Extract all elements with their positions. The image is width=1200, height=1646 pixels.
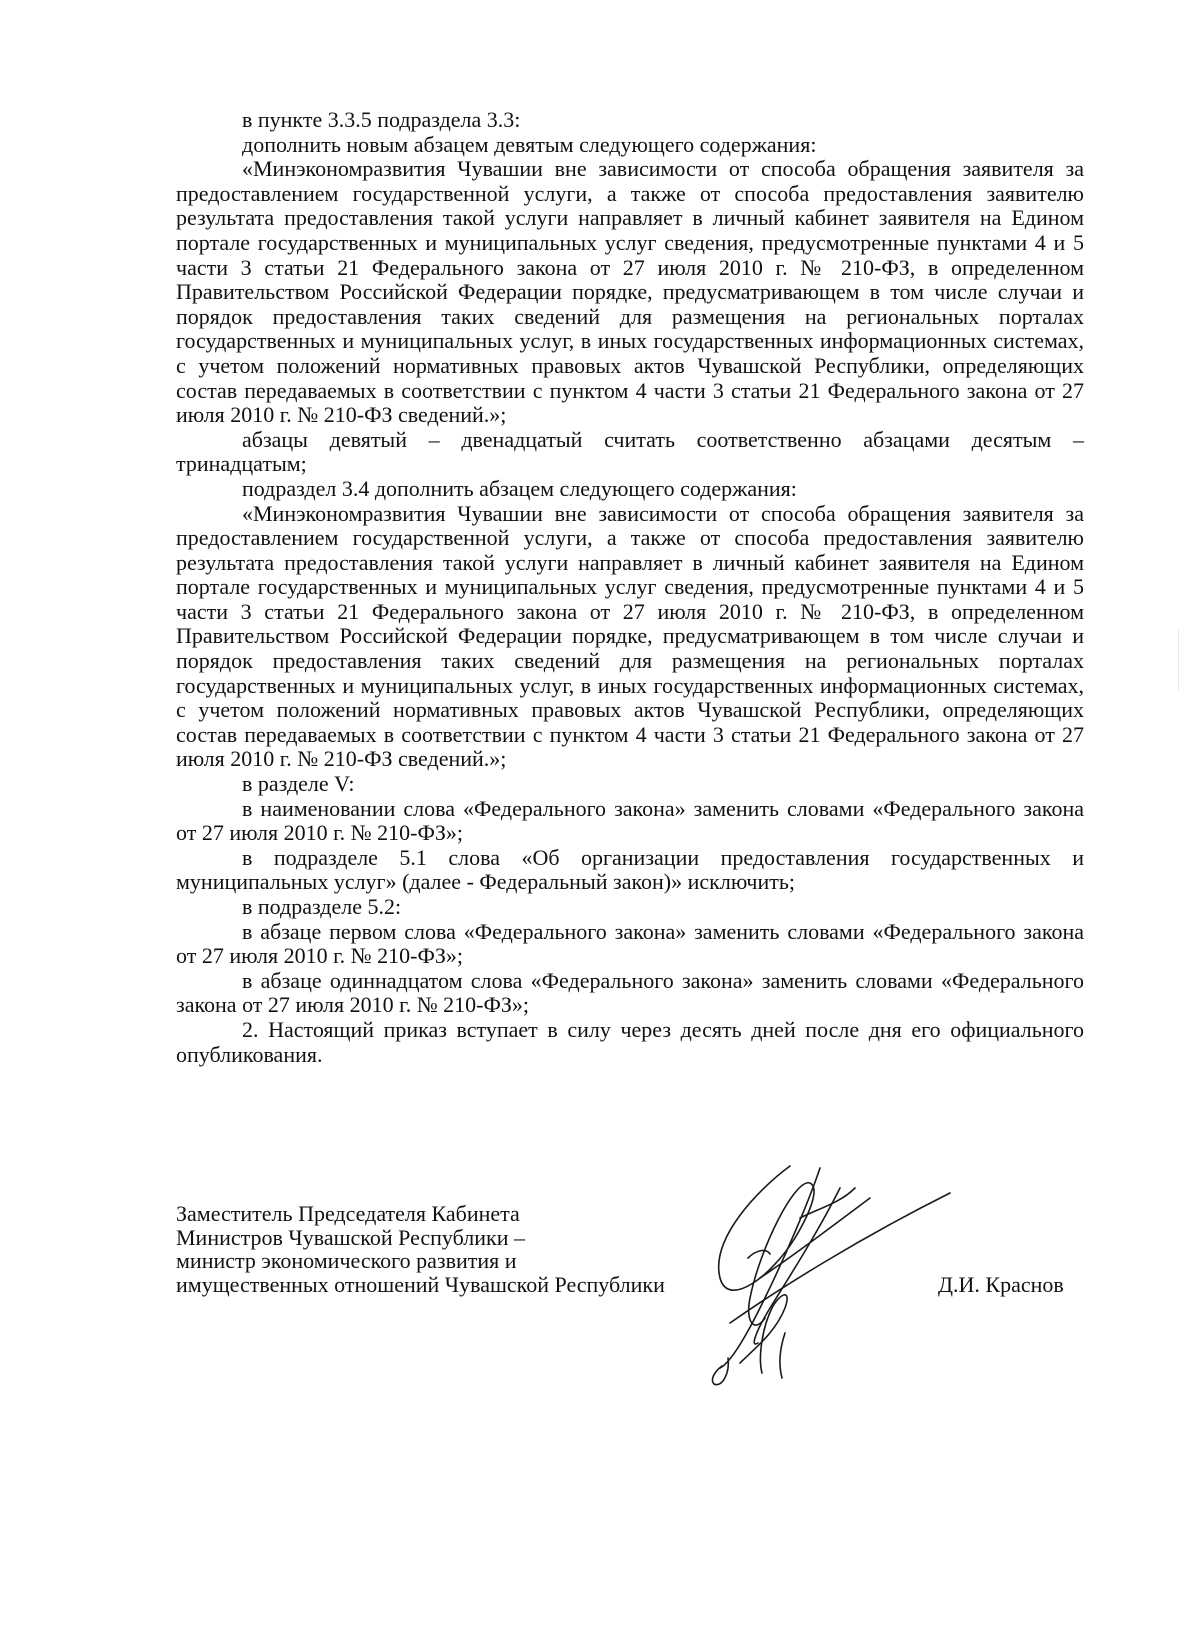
signatory-name: Д.И. Краснов <box>938 1272 1064 1297</box>
signatory-position <box>176 1202 736 1296</box>
document-body <box>176 108 1084 1067</box>
scan-margin-line <box>1178 630 1179 690</box>
signatory-position-line-4: имущественных отношений Чувашской Республики <box>176 1271 665 1297</box>
paragraph-5: подраздел 3.4 дополнить абзацем следующего содержания: <box>242 475 797 501</box>
signatory-position-line-3: министр экономического развития и <box>176 1248 517 1273</box>
paragraph-3: «Минэкономразвития Чувашии вне зависимости от способа обращения заявителя за предоставлением государственной услуги, а также от способа предоставления заявителю результата предоставления такой услуги направляет в личный кабинет заявителя на Едином портале государственных и муниципальных услуг сведения, предусмотренные пунктами 4 и 5 части 3 статьи 21 Федерального закона от 27 июля 2010 г. № 210-ФЗ, в определенном Правительством Российской Федерации порядке, предусматривающем в том числе случаи и порядок предоставления таких сведений для размещения на региональных порталах государственных и муниципальных услуг, в иных государственных информационных системах, с учетом положений нормативных правовых актов Чувашской Республики, определяющих состав передаваемых в соответствии с пунктом 4 части 3 статьи 21 Федерального закона от 27 июля 2010 г. № 210-ФЗ сведений.»; <box>176 156 1084 428</box>
paragraph-2: дополнить новым абзацем девятым следующего содержания: <box>242 131 817 157</box>
paragraph-4: абзацы девятый – двенадцатый считать соответственно абзацами десятым – тринадцатым; <box>176 426 1084 477</box>
paragraph-12: в абзаце одиннадцатом слова «Федерального закона» заменить словами «Федерального закона от 27 июля 2010 г. № 210-ФЗ»; <box>176 967 1084 1018</box>
paragraph-11: в абзаце первом слова «Федерального закона» заменить словами «Федерального закона от 27 июля 2010 г. № 210-ФЗ»; <box>176 918 1084 969</box>
paragraph-10: в подразделе 5.2: <box>242 894 402 919</box>
paragraph-13: 2. Настоящий приказ вступает в силу через десять дней после дня его официального опубликования. <box>176 1016 1084 1067</box>
handwritten-signature-icon <box>700 1158 970 1388</box>
paragraph-7: в разделе V: <box>242 771 355 797</box>
signatory-position-line-2: Министров Чувашской Республики – <box>176 1224 525 1250</box>
paragraph-1: в пункте 3.3.5 подраздела 3.3: <box>242 107 521 132</box>
paragraph-8: в наименовании слова «Федерального закона» заменить словами «Федерального закона от 27 июля 2010 г. № 210-ФЗ»; <box>176 795 1084 846</box>
paragraph-9: в подразделе 5.1 слова «Об организации предоставления государственных и муниципальных услуг» (далее - Федеральный закон)» исключить; <box>176 844 1084 895</box>
paragraph-6: «Минэкономразвития Чувашии вне зависимости от способа обращения заявителя за предоставлением государственной услуги, а также от способа предоставления заявителю результата предоставления такой услуги направляет в личный кабинет заявителя на Едином портале государственных и муниципальных услуг сведения, предусмотренные пунктами 4 и 5 части 3 статьи 21 Федерального закона от 27 июля 2010 г. № 210-ФЗ, в определенном Правительством Российской Федерации порядке, предусматривающем в том числе случаи и порядок предоставления таких сведений для размещения на региональных порталах государственных и муниципальных услуг, в иных государственных информационных системах, с учетом положений нормативных правовых актов Чувашской Республики, определяющих состав передаваемых в соответствии с пунктом 4 части 3 статьи 21 Федерального закона от 27 июля 2010 г. № 210-ФЗ сведений.»; <box>176 500 1084 772</box>
signatory-position-line-1: Заместитель Председателя Кабинета <box>176 1201 520 1226</box>
